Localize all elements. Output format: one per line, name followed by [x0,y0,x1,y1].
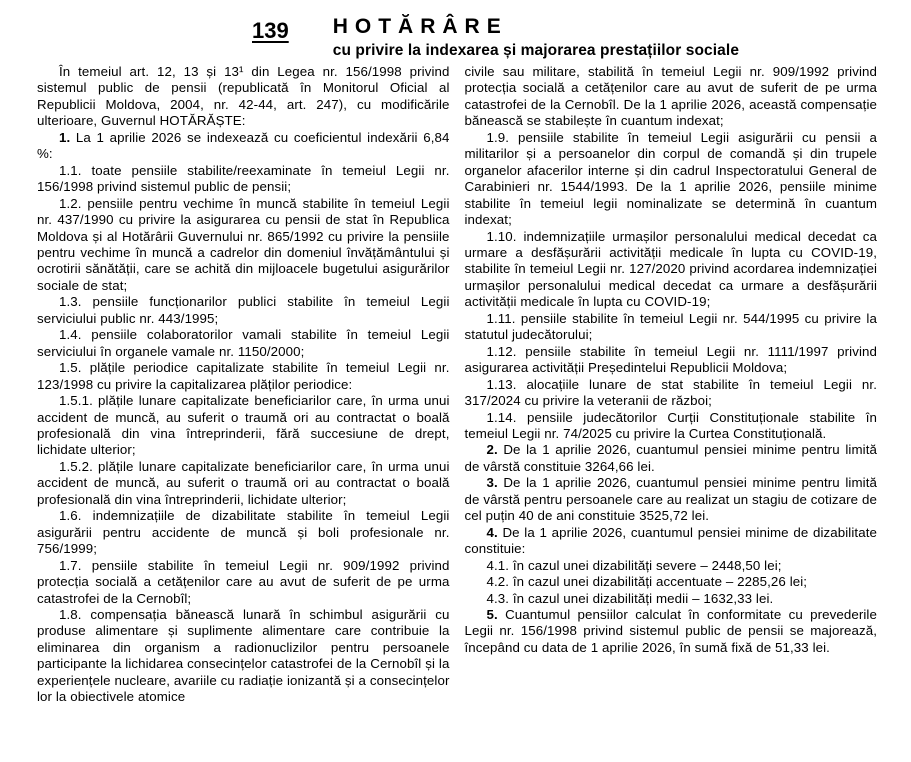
paragraph: 1.12. pensiile stabilite în temeiul Legii nr. 1111/1997 privind asigurarea activității Președintelui Republicii Moldova; [464,343,877,376]
paragraph-number: 2. [486,442,504,458]
document-subtitle: cu privire la indexarea și majorarea prestațiilor sociale [332,42,740,59]
paragraph: 1.1. toate pensiile stabilite/reexaminate în temeiul Legii nr. 156/1998 privind sistemul public de pensii; [37,162,450,195]
document-header [252,16,739,60]
paragraph-number: 1. [59,129,76,145]
paragraph: 1.8. compensația bănească lunară în schimbul asigurării cu produse alimentare și suplimente alimentare care contribuie la eliminarea din organism a radionuclizilor pentru persoanele participante la lichidarea consecințelor catastrofei de la Cernobîl și la experiențele nucleare, avariile cu radiație ionizantă și a consecințelor lor la obiectivele atomice [37,606,450,705]
paragraph: 1.7. pensiile stabilite în temeiul Legii nr. 909/1992 privind protecția socială a cetățenilor care au avut de suferit de pe urma catastrofei de la Cernobîl; [37,557,450,606]
paragraph: 1.5.1. plățile lunare capitalizate beneficiarilor care, în urma unui accident de muncă, au suferit o traumă ori au contractat o boală profesională din vina întreprinderii, fără succesiune de drept, lichidate ulterior; [37,393,450,458]
paragraph: 1.5.2. plățile lunare capitalizate beneficiarilor care, în urma unui accident de muncă, au suferit o traumă ori au contractat o boală profesională din vina întreprinderii, lichidate ulterior; [37,458,450,507]
paragraph: 1.2. pensiile pentru vechime în muncă stabilite în temeiul Legii nr. 437/1990 cu privire la asigurarea cu pensii de stat în Republica Moldova și al Hotărârii Guvernului nr. 865/1992 cu privire la pensiile pentru vechime în muncă a cadrelor din domeniul învățământului și ocrotirii sănătății, care se achită din mijloacele bugetului asigurărilor sociale de stat; [37,195,450,293]
paragraph: 1.5. plățile periodice capitalizate stabilite în temeiul Legii nr. 123/1998 cu privire la capitalizarea plăților periodice: [37,360,450,392]
paragraph: 4.1. în cazul unei dizabilități severe – 2448,50 lei; [486,557,782,573]
document-titles [333,16,739,60]
paragraph-number: 4. [486,524,503,540]
paragraph: 4. De la 1 aprilie 2026, cuantumul pensiei minime de dizabilitate constituie: [464,524,877,557]
paragraph: 4.2. în cazul unei dizabilități accentuate – 2285,26 lei; [486,574,808,590]
paragraph: 5. Cuantumul pensiilor calculat în conformitate cu prevederile Legii nr. 156/1998 privind sistemul public de pensii se majorează, începând cu data de 1 aprilie 2026, în sumă fixă de 51,33 lei. [464,606,877,655]
paragraph: 1. La 1 aprilie 2026 se indexează cu coeficientul indexării 6,84 %: [37,129,450,162]
paragraph-number: 3. [486,475,504,491]
document-number: 139 [252,18,289,43]
paragraph: civile sau militare, stabilită în temeiul Legii nr. 909/1992 privind protecția socială a cetățenilor care au avut de suferit de pe urma catastrofei de la Cernobîl. De la 1 aprilie 2026, această compensație bănească se stabilește în cuantum indexat; [464,64,877,129]
paragraph: 1.11. pensiile stabilite în temeiul Legii nr. 544/1995 cu privire la statutul judecătorului; [464,310,877,343]
column-right [465,64,878,706]
document-title: HOTĂRÂRE [332,15,508,38]
paragraph: 1.3. pensiile funcționarilor publici stabilite în temeiul Legii serviciului public nr. 443/1995; [37,294,450,326]
text-columns [37,64,877,706]
paragraph-number: 5. [486,606,506,622]
paragraph: În temeiul art. 12, 13 și 13¹ din Legea nr. 156/1998 privind sistemul public de pensii (republicată în Monitorul Oficial al Republicii Moldova, 2004, nr. 42-44, art. 247), cu modificările ulterioare, Guvernul HOTĂRĂȘTE: [37,64,450,129]
column-left [37,64,450,706]
paragraph: 4.3. în cazul unei dizabilități medii – 1632,33 lei. [486,590,774,606]
paragraph: 1.10. indemnizațiile urmașilor personalului medical decedat ca urmare a desfășurării activității medicale în lupta cu COVID-19, stabilite în temeiul Legii nr. 127/2020 privind acordarea indemnizației urmașilor personalului medical decedat ca urmare a desfășurării activității medicale în lupta cu COVID-19; [464,228,877,310]
paragraph: 3. De la 1 aprilie 2026, cuantumul pensiei minime pentru limită de vârstă pentru persoanele care au realizat un stagiu de cotizare de cel puțin 40 de ani constituie 3525,72 lei. [464,475,877,524]
paragraph: 1.9. pensiile stabilite în temeiul Legii asigurării cu pensii a militarilor și a persoanelor din corpul de comandă și din trupele organelor afacerilor interne și din cadrul Inspectoratului General de Carabinieri nr. 1544/1993. De la 1 aprilie 2026, pensiile minime stabilite în temeiul legii nominalizate se determină în cuantum indexat; [464,129,877,228]
paragraph: 1.13. alocațiile lunare de stat stabilite în temeiul Legii nr. 317/2024 cu privire la veteranii de război; [464,376,877,409]
paragraph: 1.6. indemnizațiile de dizabilitate stabilite în temeiul Legii asigurării pentru accidente de muncă și boli profesionale nr. 756/1999; [37,508,450,557]
paragraph: 1.4. pensiile colaboratorilor vamali stabilite în temeiul Legii serviciului în organele vamale nr. 1150/2000; [37,327,450,359]
paragraph: 1.14. pensiile judecătorilor Curții Constituționale stabilite în temeiul Legii nr. 74/2025 cu privire la Curtea Constituțională. [464,409,877,441]
paragraph: 2. De la 1 aprilie 2026, cuantumul pensiei minime pentru limită de vârstă constituie 3264,66 lei. [464,442,877,474]
